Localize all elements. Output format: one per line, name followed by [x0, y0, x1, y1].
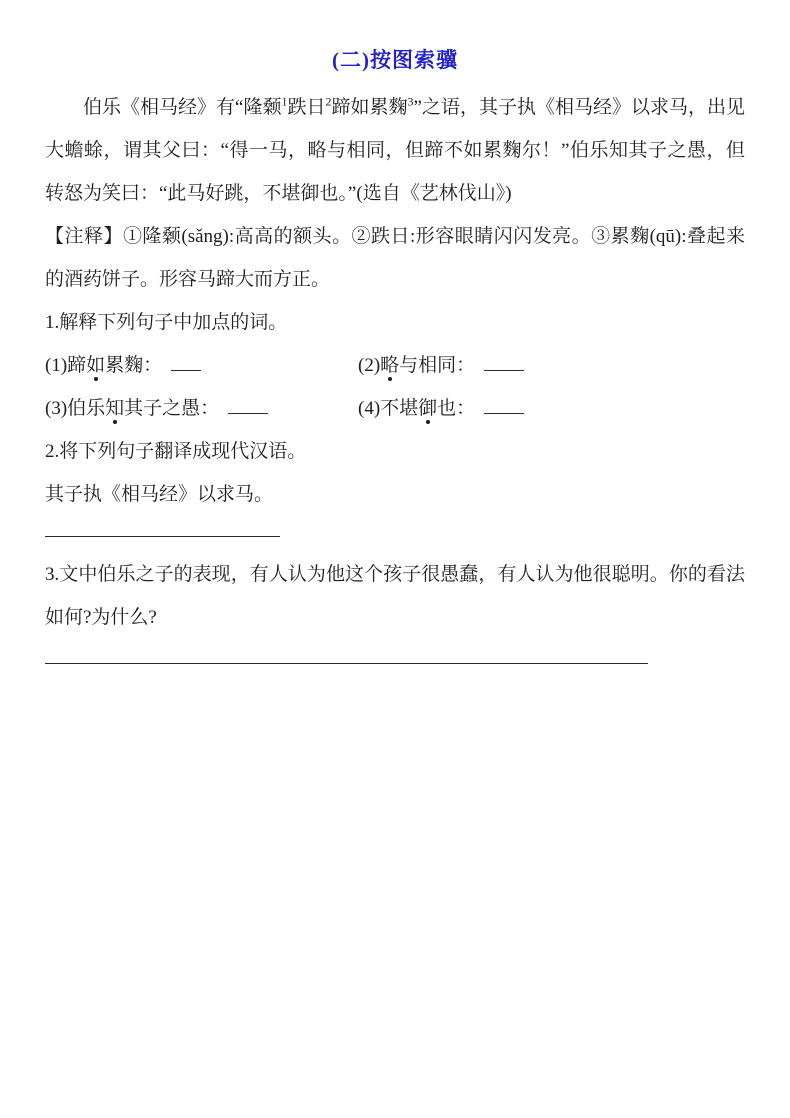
question-3-answer-line [45, 639, 648, 664]
question-2-answer-line [45, 516, 280, 537]
question-1-row-2 [45, 387, 745, 430]
question-1-item-3 [45, 387, 358, 430]
question-1-item-2 [358, 344, 524, 387]
footnote-marker-3: 3 [407, 94, 414, 109]
q1-item-2-post: 与相同： [399, 355, 476, 376]
passage-segment-4: ”之语，其子执《相马经》以求马，出见大蟾蜍，谓其父曰：“得一马，略与相同，但蹄不如累麴尔！”伯乐知其子之愚，但转怒为笑曰：“此马好跳，不堪御也。”(选自《艺林伐山》) [45, 97, 745, 204]
q1-item-1-dotted-word: 如 [86, 355, 106, 376]
q1-item-1-pre: (1)蹄 [45, 355, 87, 376]
q1-item-3-post: 其子之愚： [124, 398, 220, 419]
annotations-paragraph: 【注释】①隆颡(sǎng):高高的额头。②跌日:形容眼睛闪闪发亮。③累麴(qū):叠起来的酒药饼子。形容马蹄大而方正。 [45, 226, 745, 290]
passage-segment-3: 蹄如累麴 [331, 97, 408, 118]
footnote-marker-2: 2 [325, 94, 332, 109]
question-1-item-1 [45, 344, 358, 387]
page-title: (二)按图索骥 [332, 48, 458, 72]
q1-item-4-dotted-word: 御 [418, 398, 438, 419]
q1-item-1-post: 累麴： [105, 355, 163, 376]
footnote-marker-1: 1 [281, 94, 288, 109]
question-1-stem: 1.解释下列句子中加点的词。 [45, 312, 288, 333]
q1-item-3-pre: (3)伯乐 [45, 398, 106, 419]
q1-item-2-dotted-word: 略 [380, 355, 400, 376]
q1-item-4-pre: (4)不堪 [358, 398, 419, 419]
q1-item-3-dotted-word: 知 [105, 398, 125, 419]
q1-item-1-answer-blank [171, 351, 201, 371]
question-2-stem: 2.将下列句子翻译成现代汉语。 [45, 441, 307, 462]
q1-item-4-answer-blank [484, 394, 524, 414]
q1-item-4-post: 也： [437, 398, 476, 419]
question-1-item-4 [358, 387, 524, 430]
question-2-sentence: 其子执《相马经》以求马。 [45, 484, 274, 505]
q1-item-2-answer-blank [484, 351, 524, 371]
passage-segment-1: 伯乐《相马经》有“隆颡 [83, 97, 282, 118]
q1-item-2-pre: (2) [358, 355, 381, 376]
question-3-stem: 3.文中伯乐之子的表现，有人认为他这个孩子很愚蠢，有人认为他很聪明。你的看法如何?为什么? [45, 564, 745, 628]
passage-paragraph [45, 86, 745, 215]
question-1-row-1 [45, 344, 745, 387]
passage-segment-2: 跌日 [287, 97, 326, 118]
q1-item-3-answer-blank [228, 394, 268, 414]
